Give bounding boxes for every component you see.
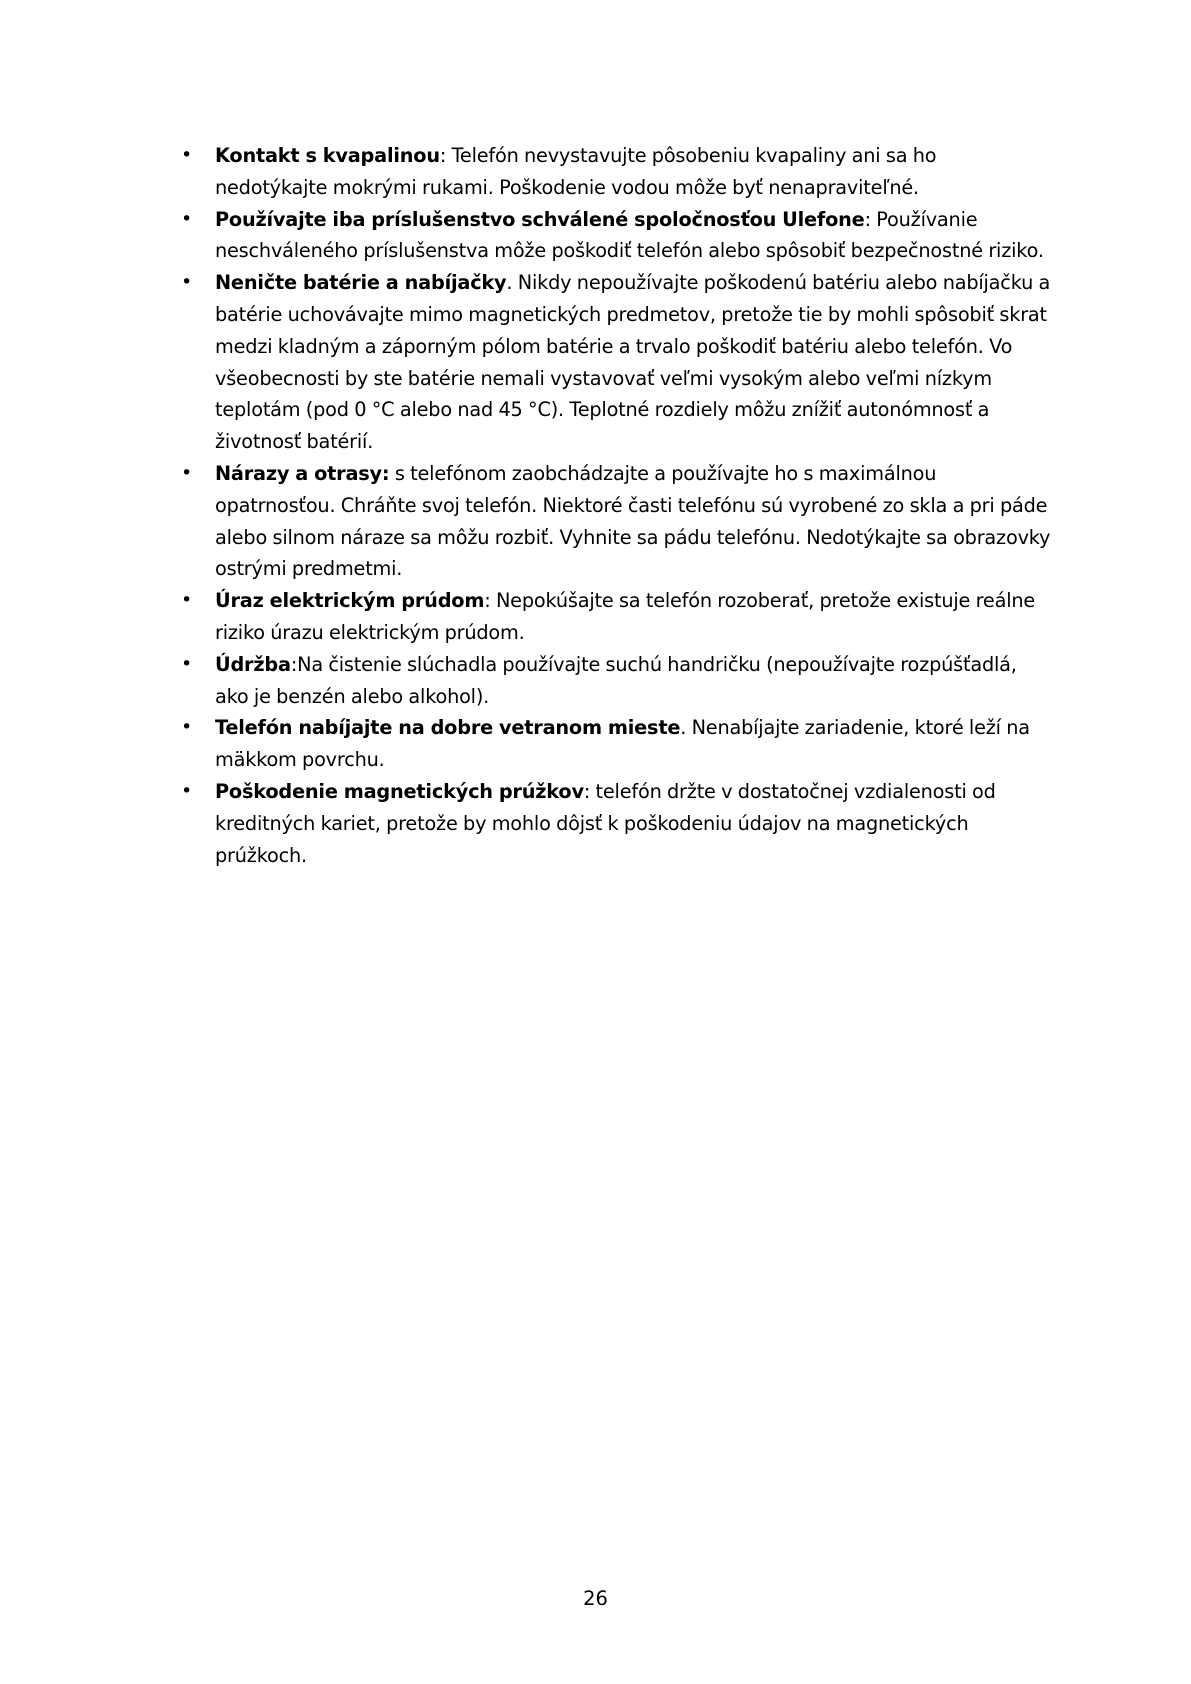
- item-title: Nárazy a otrasy:: [215, 461, 390, 485]
- item-text: . Nikdy nepoužívajte poškodenú batériu alebo nabíjačku a batérie uchovávajte mimo magnetických predmetov, pretože tie by mohli spôsobiť skrat medzi kladným a záporným pólom batérie a trvalo poškodiť batériu alebo telefón. Vo všeobecnosti by ste batérie nemali vystavovať veľmi vysokým alebo veľmi nízkym teplotám (pod 0 °C alebo nad 45 °C). Teplotné rozdiely môžu znížiť autonómnosť a životnosť batérií.: [215, 271, 1051, 454]
- list-item: [171, 140, 1051, 204]
- item-text: : Nepokúšajte sa telefón rozoberať, pretože existuje reálne riziko úrazu elektrickým prúdom.: [215, 589, 1036, 644]
- item-text: : Telefón nevystavujte pôsobeniu kvapaliny ani sa ho nedotýkajte mokrými rukami. Poškodenie vodou môže byť nenapraviteľné.: [215, 144, 937, 199]
- item-title: Používajte iba príslušenstvo schválené spoločnosťou Ulefone: [215, 207, 865, 231]
- item-text: . Nenabíjajte zariadenie, ktoré leží na mäkkom povrchu.: [215, 716, 1030, 772]
- bullet-icon: •: [181, 652, 193, 675]
- bullet-icon: •: [181, 461, 193, 484]
- item-text: s telefónom zaobchádzajte a používajte ho s maximálnou opatrnosťou. Chráňte svoj telefón. Niektoré časti telefónu sú vyrobené zo skla a pri páde alebo silnom náraze sa môžu rozbiť. Vyhnite sa pádu telefónu. Nedotýkajte sa obrazovky ostrými predmetmi.: [215, 461, 1051, 581]
- list-item: [171, 712, 1051, 776]
- bullet-icon: •: [181, 207, 193, 230]
- bullet-icon: •: [181, 271, 193, 294]
- list-item: [171, 267, 1051, 458]
- list-item: [171, 585, 1051, 649]
- item-text: : telefón držte v dostatočnej vzdialenosti od kreditných kariet, pretože by mohlo dôjsť k poškodeniu údajov na magnetických prúžkoch.: [215, 779, 996, 867]
- page-number: 26: [583, 1587, 608, 1610]
- list-item: [171, 458, 1051, 585]
- item-title: Neničte batérie a nabíjačky: [215, 271, 507, 295]
- item-title: Úraz elektrickým prúdom: [215, 589, 485, 613]
- item-text: : Používanie neschváleného príslušenstva môže poškodiť telefón alebo spôsobiť bezpečnostné riziko.: [215, 207, 1044, 263]
- bullet-icon: •: [181, 716, 193, 739]
- list-item: [171, 776, 1051, 871]
- item-title: Poškodenie magnetických prúžkov: [215, 779, 584, 803]
- safety-instructions-list: [171, 140, 1051, 871]
- item-title: Telefón nabíjajte na dobre vetranom mieste: [215, 716, 681, 740]
- list-item: [171, 204, 1051, 268]
- item-title: Údržba: [215, 652, 291, 676]
- item-title: Kontakt s kvapalinou: [215, 144, 440, 167]
- list-item: [171, 649, 1051, 713]
- bullet-icon: •: [181, 589, 193, 612]
- bullet-icon: •: [181, 779, 193, 802]
- bullet-icon: •: [181, 144, 193, 166]
- item-text: :Na čistenie slúchadla používajte suchú handričku (nepoužívajte rozpúšťadlá, ako je benzén alebo alkohol).: [215, 652, 1017, 708]
